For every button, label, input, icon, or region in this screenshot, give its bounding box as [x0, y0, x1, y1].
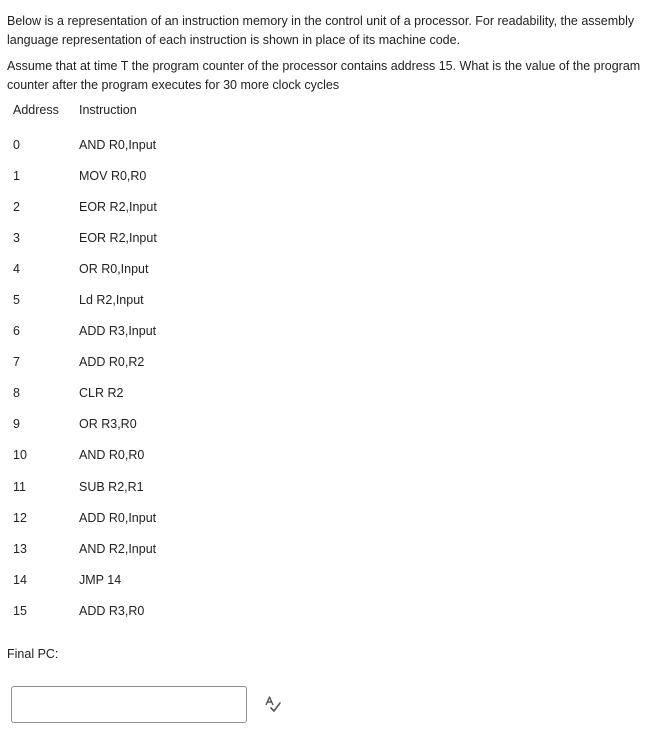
- table-header-row: [7, 103, 157, 129]
- address-cell: 13: [13, 541, 27, 556]
- address-cell: 2: [13, 199, 20, 214]
- address-cell: 6: [13, 324, 20, 339]
- instruction-cell: CLR R2: [79, 386, 124, 401]
- address-header: Address: [13, 103, 59, 117]
- final-pc-label: Final PC:: [7, 647, 59, 661]
- address-cell: 3: [13, 230, 20, 245]
- table-row: [7, 222, 157, 253]
- instruction-cell: JMP 14: [79, 572, 122, 587]
- table-row: [7, 409, 157, 440]
- table-row: [7, 502, 157, 533]
- instruction-cell: EOR R2,Input: [79, 230, 157, 245]
- instruction-cell: SUB R2,R1: [79, 479, 144, 494]
- instruction-cell: ADD R3,Input: [79, 324, 157, 339]
- table-row: [7, 440, 157, 471]
- spellcheck-icon[interactable]: [263, 694, 283, 714]
- address-cell: 5: [13, 293, 20, 308]
- address-cell: 14: [13, 572, 27, 587]
- table-row: [7, 191, 157, 222]
- address-cell: 11: [13, 479, 26, 494]
- address-cell: 1: [13, 168, 20, 183]
- instruction-header: Instruction: [79, 103, 137, 117]
- table-row: [7, 564, 157, 595]
- table-row: [7, 253, 157, 284]
- table-row: [7, 378, 157, 409]
- instruction-memory-body: [7, 129, 157, 627]
- table-row: [7, 347, 157, 378]
- instruction-cell: AND R2,Input: [79, 541, 157, 556]
- address-cell: 15: [13, 603, 27, 618]
- instruction-cell: ADD R0,Input: [79, 510, 157, 525]
- instruction-cell: AND R0,Input: [79, 137, 157, 152]
- table-row: [7, 129, 157, 160]
- final-pc-input[interactable]: [11, 686, 247, 723]
- table-row: [7, 533, 157, 564]
- table-row: [7, 316, 157, 347]
- address-cell: 12: [13, 510, 27, 525]
- instruction-memory-table: [7, 103, 157, 627]
- address-cell: 0: [13, 137, 20, 152]
- address-cell: 4: [13, 261, 20, 276]
- instruction-cell: ADD R3,R0: [79, 603, 145, 618]
- instruction-cell: AND R0,R0: [79, 448, 145, 463]
- table-row: [7, 471, 157, 502]
- instruction-cell: Ld R2,Input: [79, 293, 144, 308]
- table-row: [7, 284, 157, 315]
- address-cell: 8: [13, 386, 20, 401]
- instruction-cell: OR R0,Input: [79, 261, 149, 276]
- address-cell: 9: [13, 417, 20, 432]
- instruction-cell: MOV R0,R0: [79, 168, 147, 183]
- instruction-cell: ADD R0,R2: [79, 355, 145, 370]
- question-prompt: Assume that at time T the program counter of the processor contains address 15. What is the value of the program counter after the program executes for 30 more clock cycles: [7, 59, 641, 92]
- address-cell: 10: [13, 448, 27, 463]
- instruction-cell: EOR R2,Input: [79, 199, 157, 214]
- instruction-cell: OR R3,R0: [79, 417, 137, 432]
- table-row: [7, 160, 157, 191]
- address-cell: 7: [13, 355, 20, 370]
- question-intro: Below is a representation of an instruction memory in the control unit of a processor. For readability, the assembly language representation of each instruction is shown in place of its machine code.: [7, 14, 635, 47]
- table-row: [7, 595, 157, 626]
